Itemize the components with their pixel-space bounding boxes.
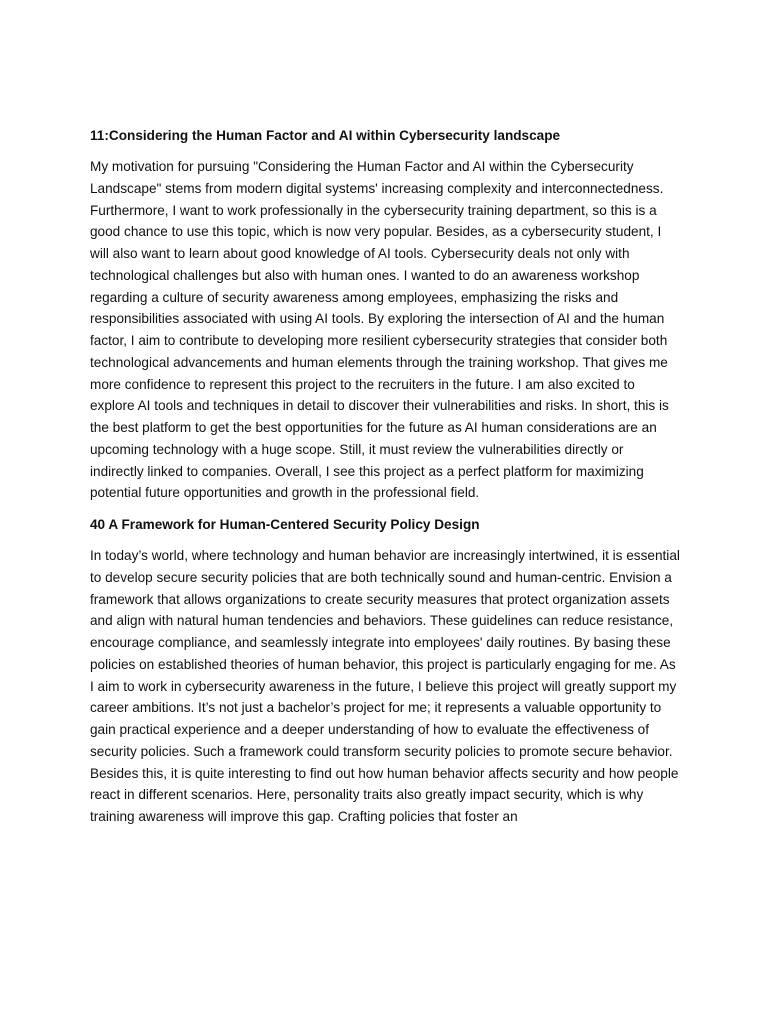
- section-heading-40: 40 A Framework for Human-Centered Security Policy Design: [90, 517, 480, 532]
- section-heading-11: 11:Considering the Human Factor and AI within Cybersecurity landscape: [90, 128, 561, 143]
- section-body-11: My motivation for pursuing "Considering the Human Factor and AI within the Cybersecurity Landscape" stems from modern digital systems' increasing complexity and interconnectedness. Furthermore, I want to work professionally in the cybersecurity training department, so this is a good chance to use this topic, which is now very popular. Besides, as a cybersecurity student, I will also want to learn about good knowledge of AI tools. Cybersecurity deals not only with technological challenges but also with human ones. I wanted to do an awareness workshop regarding a culture of security awareness among employees, emphasizing the risks and responsibilities associated with using AI tools. By exploring the intersection of AI and the human factor, I aim to contribute to developing more resilient cybersecurity strategies that consider both technological advancements and human elements through the training workshop. That gives me more confidence to represent this project to the recruiters in the future. I am also excited to explore AI tools and techniques in detail to discover their vulnerabilities and risks. In short, this is the best platform to get the best opportunities for the future as AI human considerations are an upcoming technology with a huge scope. Still, it must review the vulnerabilities directly or indirectly linked to companies. Overall, I see this project as a perfect platform for maximizing potential future opportunities and growth in the professional field.: [90, 159, 669, 501]
- document-content: [90, 125, 680, 838]
- section-body-40: In today’s world, where technology and human behavior are increasingly intertwined, it is essential to develop secure security policies that are both technically sound and human-centric. Envision a framework that allows organizations to create security measures that protect organization assets and align with natural human tendencies and behaviors. These guidelines can reduce resistance, encourage compliance, and seamlessly integrate into employees' daily routines. By basing these policies on established theories of human behavior, this project is particularly engaging for me. As I aim to work in cybersecurity awareness in the future, I believe this project will greatly support my career ambitions. It’s not just a bachelor’s project for me; it represents a valuable opportunity to gain practical experience and a deeper understanding of how to evaluate the effectiveness of security policies. Such a framework could transform security policies to promote secure behavior. Besides this, it is quite interesting to find out how human behavior affects security and how people react in different scenarios. Here, personality traits also greatly impact security, which is why training awareness will improve this gap. Crafting policies that foster an: [90, 548, 680, 824]
